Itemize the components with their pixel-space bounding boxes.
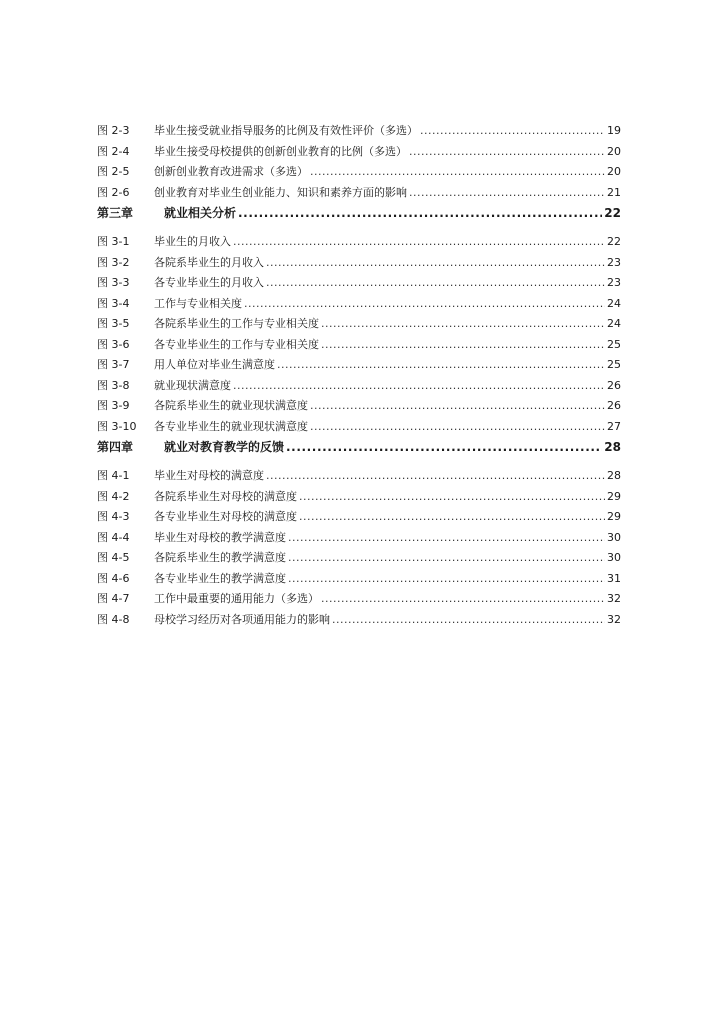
figure-title: 各专业毕业生的就业现状满意度 xyxy=(154,419,308,433)
toc-figure-entry[interactable] xyxy=(97,531,621,545)
figure-number: 图 4-6 xyxy=(97,571,130,585)
dot-leader xyxy=(288,551,605,565)
page-number: 29 xyxy=(607,510,621,523)
figure-title: 各专业毕业生的月收入 xyxy=(154,276,264,289)
page-number: 24 xyxy=(607,296,621,310)
page-number: 20 xyxy=(607,165,621,178)
figure-number: 图 4-4 xyxy=(97,530,130,544)
dot-leader xyxy=(266,469,605,483)
toc-figure-entry[interactable] xyxy=(97,613,621,627)
figure-title: 各专业毕业生的教学满意度 xyxy=(154,571,286,585)
toc-figure-entry[interactable] xyxy=(97,379,621,393)
toc-figure-entry[interactable] xyxy=(97,551,621,565)
figure-title: 就业现状满意度 xyxy=(154,378,231,392)
figure-title: 创业教育对毕业生创业能力、知识和素养方面的影响 xyxy=(154,185,407,199)
figure-number: 图 2-3 xyxy=(97,124,130,137)
dot-leader xyxy=(233,235,605,249)
page-number: 28 xyxy=(604,440,621,454)
figure-title: 工作中最重要的通用能力（多选） xyxy=(154,592,319,605)
page-number: 19 xyxy=(607,124,621,137)
dot-leader xyxy=(332,613,605,627)
dot-leader xyxy=(288,531,605,545)
page-number: 28 xyxy=(607,469,621,482)
dot-leader xyxy=(310,399,605,413)
page-number: 26 xyxy=(607,378,621,392)
dot-leader xyxy=(266,256,605,270)
toc-figure-entry[interactable] xyxy=(97,358,621,372)
dot-leader xyxy=(286,440,602,455)
page-number: 27 xyxy=(607,419,621,433)
figure-title: 毕业生接受就业指导服务的比例及有效性评价（多选） xyxy=(154,124,418,137)
page-number: 21 xyxy=(607,185,621,199)
figure-number: 图 3-4 xyxy=(97,296,130,310)
figure-title: 各院系毕业生的工作与专业相关度 xyxy=(154,317,319,330)
dot-leader xyxy=(420,124,605,138)
page-number: 23 xyxy=(607,255,621,269)
figure-number: 图 2-6 xyxy=(97,185,130,199)
figure-number: 图 4-8 xyxy=(97,612,130,626)
chapter-title: 就业相关分析 xyxy=(164,206,237,220)
toc-figure-entry[interactable] xyxy=(97,338,621,352)
dot-leader xyxy=(409,145,605,159)
figure-number: 图 4-2 xyxy=(97,489,130,503)
chapter-number: 第三章 xyxy=(97,206,134,220)
figure-title: 各专业毕业生的工作与专业相关度 xyxy=(154,337,319,351)
dot-leader xyxy=(233,379,605,393)
dot-leader xyxy=(310,420,605,434)
dot-leader xyxy=(266,276,605,290)
page-number: 23 xyxy=(607,276,621,289)
toc-chapter-heading[interactable] xyxy=(97,206,621,221)
figure-title: 各专业毕业生对母校的满意度 xyxy=(154,510,297,523)
dot-leader xyxy=(238,206,602,221)
toc-figure-entry[interactable] xyxy=(97,297,621,311)
toc-figure-entry[interactable] xyxy=(97,186,621,200)
chapter-title: 就业对教育教学的反馈 xyxy=(164,440,285,454)
page-number: 25 xyxy=(607,358,621,371)
figure-number: 图 3-8 xyxy=(97,378,130,392)
toc-figure-entry[interactable] xyxy=(97,124,621,138)
chapter-number: 第四章 xyxy=(97,440,134,454)
figure-title: 用人单位对毕业生满意度 xyxy=(154,358,275,371)
toc-figure-entry[interactable] xyxy=(97,399,621,413)
figure-number: 图 2-5 xyxy=(97,165,130,178)
dot-leader xyxy=(321,592,605,606)
page-number: 30 xyxy=(607,530,621,544)
dot-leader xyxy=(244,297,605,311)
figure-title: 工作与专业相关度 xyxy=(154,296,242,310)
dot-leader xyxy=(321,317,605,331)
figure-title: 毕业生的月收入 xyxy=(154,235,231,248)
figure-number: 图 3-7 xyxy=(97,358,130,371)
toc-figure-entry[interactable] xyxy=(97,317,621,331)
page-number: 31 xyxy=(607,571,621,585)
dot-leader xyxy=(277,358,605,372)
figure-number: 图 3-6 xyxy=(97,337,130,351)
figure-number: 图 3-1 xyxy=(97,235,130,248)
page-number: 22 xyxy=(607,235,621,248)
dot-leader xyxy=(288,572,605,586)
toc-figure-entry[interactable] xyxy=(97,420,621,434)
dot-leader xyxy=(321,338,605,352)
page-number: 20 xyxy=(607,144,621,158)
figure-number: 图 3-2 xyxy=(97,255,130,269)
toc-figure-entry[interactable] xyxy=(97,572,621,586)
figure-number: 图 3-5 xyxy=(97,317,130,330)
dot-leader xyxy=(299,490,605,504)
figure-title: 创新创业教育改进需求（多选） xyxy=(154,165,308,178)
figure-number: 图 3-3 xyxy=(97,276,130,289)
page-number: 30 xyxy=(607,551,621,564)
toc-figure-entry[interactable] xyxy=(97,165,621,179)
page-number: 32 xyxy=(607,612,621,626)
figure-number: 图 4-7 xyxy=(97,592,130,605)
toc-figure-entry[interactable] xyxy=(97,235,621,249)
toc-figure-entry[interactable] xyxy=(97,469,621,483)
figure-title: 各院系毕业生的月收入 xyxy=(154,255,264,269)
figure-number: 图 3-10 xyxy=(97,419,137,433)
figure-title: 母校学习经历对各项通用能力的影响 xyxy=(154,612,330,626)
toc-figure-entry[interactable] xyxy=(97,145,621,159)
figure-title: 各院系毕业生的教学满意度 xyxy=(154,551,286,564)
dot-leader xyxy=(299,510,605,524)
figure-title: 毕业生接受母校提供的创新创业教育的比例（多选） xyxy=(154,144,407,158)
toc-figure-entry[interactable] xyxy=(97,592,621,606)
page-number: 22 xyxy=(604,206,621,220)
page-number: 29 xyxy=(607,489,621,503)
figure-title: 毕业生对母校的教学满意度 xyxy=(154,530,286,544)
table-of-figures xyxy=(97,124,621,633)
figure-number: 图 3-9 xyxy=(97,399,130,412)
toc-figure-entry[interactable] xyxy=(97,510,621,524)
figure-title: 各院系毕业生对母校的满意度 xyxy=(154,489,297,503)
page-number: 26 xyxy=(607,399,621,412)
toc-figure-entry[interactable] xyxy=(97,256,621,270)
figure-number: 图 4-5 xyxy=(97,551,130,564)
dot-leader xyxy=(409,186,605,200)
figure-number: 图 2-4 xyxy=(97,144,130,158)
dot-leader xyxy=(310,165,605,179)
figure-title: 各院系毕业生的就业现状满意度 xyxy=(154,399,308,412)
figure-title: 毕业生对母校的满意度 xyxy=(154,469,264,482)
toc-figure-entry[interactable] xyxy=(97,276,621,290)
figure-number: 图 4-3 xyxy=(97,510,130,523)
toc-figure-entry[interactable] xyxy=(97,490,621,504)
page-number: 24 xyxy=(607,317,621,330)
figure-number: 图 4-1 xyxy=(97,469,130,482)
toc-chapter-heading[interactable] xyxy=(97,440,621,455)
page-number: 32 xyxy=(607,592,621,605)
page-number: 25 xyxy=(607,337,621,351)
